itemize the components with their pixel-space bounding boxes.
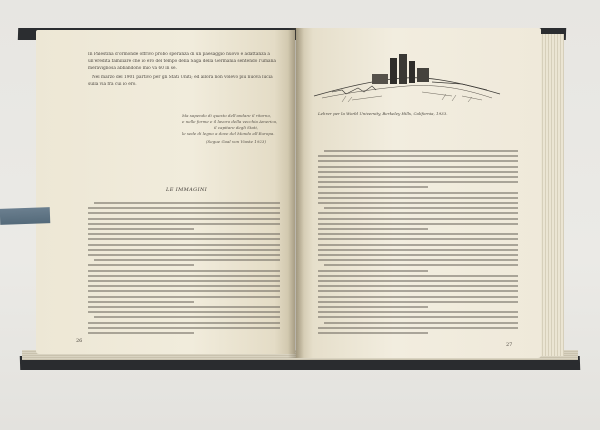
- quote-line: le sede di legno a dove del Mondo all'Europa.: [182, 131, 275, 136]
- body-text-line: [318, 186, 428, 188]
- body-text-line: [88, 322, 280, 324]
- body-text-line: [94, 259, 280, 261]
- body-text-line: [318, 249, 518, 251]
- page-gutter-shadow: [288, 28, 304, 358]
- body-text-line: [88, 218, 280, 220]
- body-text-line: [88, 238, 280, 240]
- body-text-line: [94, 316, 280, 318]
- body-text-line: [88, 244, 280, 246]
- body-text-line: [88, 207, 280, 209]
- body-text-line: [88, 327, 280, 329]
- body-text-line: [318, 212, 518, 214]
- text-line: meravigliosa abbandono mio va 60 in sé.: [88, 66, 177, 71]
- body-text-line: [318, 176, 518, 178]
- body-text-line: [324, 264, 518, 266]
- body-text-line: [318, 160, 518, 162]
- body-text-line: [318, 218, 518, 220]
- body-text-line: [318, 192, 518, 194]
- body-text-line: [318, 171, 518, 173]
- body-text-line: [318, 270, 428, 272]
- body-text-line: [88, 270, 280, 272]
- body-text-line: [88, 233, 280, 235]
- text-line: In Palestina d'ormonde offrivo probo speranza di un paesaggio nuovo e adattanza a: [88, 52, 270, 57]
- body-text-line: [318, 259, 518, 261]
- body-text-line: [88, 301, 194, 303]
- body-text-line: [318, 244, 518, 246]
- body-text-line: [318, 197, 518, 199]
- page-number-left: 26: [76, 338, 83, 344]
- body-text-line: [318, 228, 428, 230]
- body-text-line: [324, 150, 518, 152]
- text-line: sulla via fra cui io ero.: [88, 82, 137, 87]
- body-text-line: [88, 223, 280, 225]
- quote-line: e nelle forme e il lavoro della vecchia America,: [182, 119, 278, 124]
- body-text-line: [318, 280, 518, 282]
- body-text-line: [94, 202, 280, 204]
- body-text-line: [88, 290, 280, 292]
- body-text-line: [88, 311, 280, 313]
- body-text-line: [88, 296, 280, 298]
- quote-line: Ma sapendo di questo dell'andare il ritorno,: [182, 113, 272, 118]
- body-text-line: [88, 306, 280, 308]
- body-text-line: [318, 306, 428, 308]
- body-text-line: [318, 275, 518, 277]
- text-line: Nel marzo del 1901 partivo per gli Stati Uniti; ed allora non volevo più nuova lucia: [92, 75, 273, 80]
- illustration-caption: Lehrer per la World University, Berkeley Hills, California, 1933.: [318, 111, 448, 116]
- body-text-line: [318, 166, 518, 168]
- left-page: [36, 30, 295, 354]
- body-text-line: [318, 296, 518, 298]
- body-text-line: [88, 212, 280, 214]
- body-text-line: [318, 181, 518, 183]
- quote-source: (Segue Goal von Viaste 1923): [206, 139, 267, 144]
- page-number-right: 27: [506, 342, 513, 348]
- body-text-line: [88, 275, 280, 277]
- body-text-line: [88, 285, 280, 287]
- body-text-line: [88, 254, 280, 256]
- body-text-line: [318, 254, 518, 256]
- body-text-line: [318, 332, 428, 334]
- body-text-line: [88, 249, 280, 251]
- body-text-line: [318, 233, 518, 235]
- body-text-line: [318, 301, 518, 303]
- architectural-sketch-illustration: [312, 52, 502, 110]
- body-text-line: [88, 264, 194, 266]
- body-text-line: [318, 155, 518, 157]
- section-heading: LE IMMAGINI: [166, 187, 208, 193]
- text-line: un'eredità familiare che io ero del tempo della Saga della Germania sentendo l'umana: [88, 59, 276, 64]
- body-text-line: [318, 223, 518, 225]
- quote-line: il capitare degli Stati,: [214, 125, 259, 130]
- body-text-line: [318, 316, 518, 318]
- body-text-line: [318, 311, 518, 313]
- bookmark-ribbon: [0, 207, 50, 225]
- body-text-line: [324, 207, 518, 209]
- body-text-line: [318, 290, 518, 292]
- body-text-line: [318, 238, 518, 240]
- body-text-line: [88, 228, 194, 230]
- body-text-line: [318, 202, 518, 204]
- body-text-line: [324, 322, 518, 324]
- body-text-line: [318, 285, 518, 287]
- page-stack-right: [540, 34, 564, 356]
- body-text-line: [318, 327, 518, 329]
- body-text-line: [88, 332, 194, 334]
- body-text-line: [88, 280, 280, 282]
